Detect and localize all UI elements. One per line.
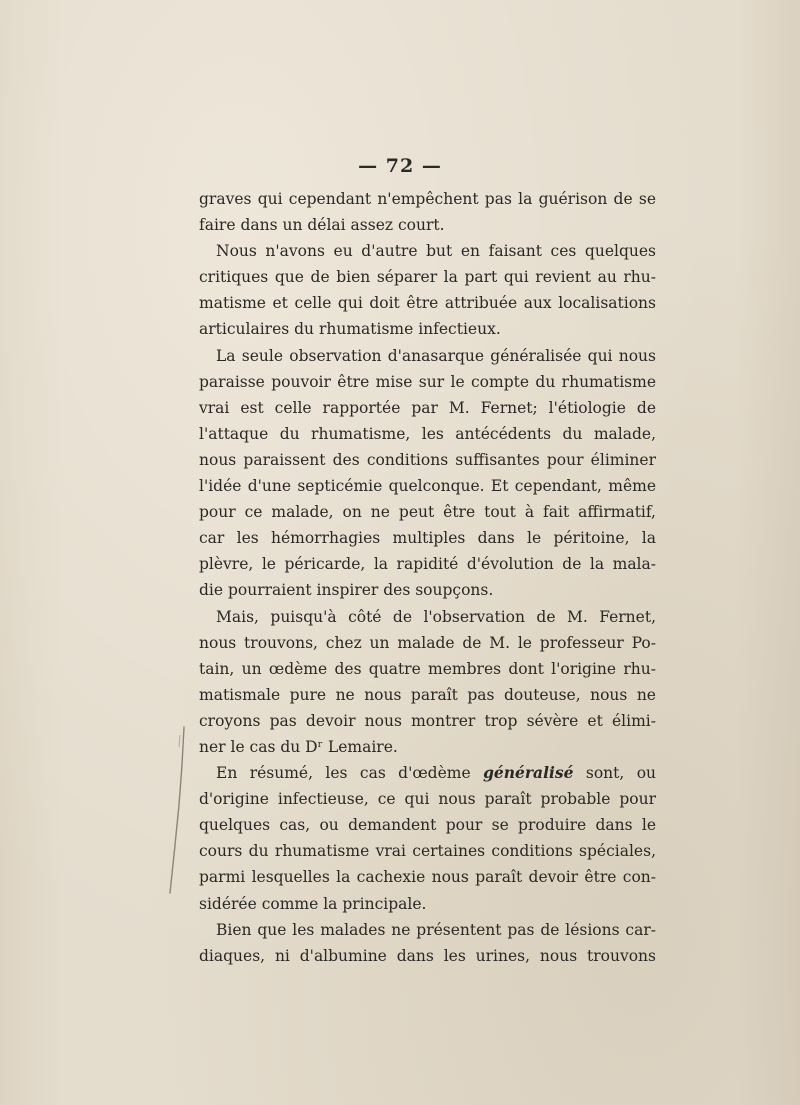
- text-line: ner le cas du Dʳ Lemaire.: [199, 737, 398, 756]
- text-line: quelques cas, ou demandent pour se produire dans le: [199, 816, 656, 835]
- text-line: Bien que les malades ne présentent pas de lésions car-: [216, 920, 656, 939]
- text-line: La seule observation d'anasarque généralisée qui nous: [216, 346, 656, 365]
- text-line: parmi lesquelles la cachexie nous paraît devoir être con-: [199, 868, 656, 887]
- text-line: l'idée d'une septicémie quelconque. Et cependant, même: [199, 477, 656, 496]
- text-line: d'origine infectieuse, ce qui nous paraît probable pour: [199, 790, 656, 809]
- text-segment: sont, ou: [573, 764, 656, 783]
- text-line: [199, 760, 656, 786]
- text-line: faire dans un délai assez court.: [199, 216, 445, 235]
- text-line: car les hémorrhagies multiples dans le péritoine, la: [199, 529, 656, 548]
- text-line: croyons pas devoir nous montrer trop sévère et élimi-: [199, 711, 656, 730]
- body-text: [199, 186, 656, 969]
- italic-term: généralisé: [483, 763, 574, 783]
- text-line: plèvre, le péricarde, la rapidité d'évolution de la mala-: [199, 555, 656, 574]
- text-line: nous trouvons, chez un malade de M. le professeur Po-: [199, 633, 656, 652]
- text-line: graves qui cependant n'empêchent pas la guérison de se: [199, 190, 656, 208]
- text-line: diaques, ni d'albumine dans les urines, nous trouvons: [199, 946, 656, 965]
- text-segment: En résumé, les cas d'œdème: [216, 764, 484, 783]
- text-line: paraisse pouvoir être mise sur le compte du rhumatisme: [199, 372, 656, 391]
- text-line: Nous n'avons eu d'autre but en faisant ces quelques: [216, 242, 656, 261]
- text-line: matisme et celle qui doit être attribuée aux localisations: [199, 294, 656, 313]
- text-line: l'attaque du rhumatisme, les antécédents du malade,: [199, 424, 656, 443]
- text-line: matismale pure ne nous paraît pas douteuse, nous ne: [199, 685, 656, 704]
- text-line: articulaires du rhumatisme infectieux.: [199, 320, 501, 339]
- text-line: critiques que de bien séparer la part qui revient au rhu-: [199, 268, 656, 287]
- text-line: Mais, puisqu'à côté de l'observation de M. Fernet,: [216, 607, 656, 626]
- text-line: nous paraissent des conditions suffisantes pour éliminer: [199, 450, 656, 469]
- pencil-margin-mark: [158, 725, 188, 895]
- page-number: — 72 —: [358, 155, 442, 177]
- text-line: sidérée comme la principale.: [199, 894, 427, 913]
- text-line: cours du rhumatisme vrai certaines conditions spéciales,: [199, 842, 656, 861]
- text-line: tain, un œdème des quatre membres dont l'origine rhu-: [199, 659, 656, 678]
- text-line: pour ce malade, on ne peut être tout à fait affirmatif,: [199, 503, 656, 522]
- text-line: die pourraient inspirer des soupçons.: [199, 581, 494, 600]
- text-line: vrai est celle rapportée par M. Fernet; l'étiologie de: [199, 398, 656, 417]
